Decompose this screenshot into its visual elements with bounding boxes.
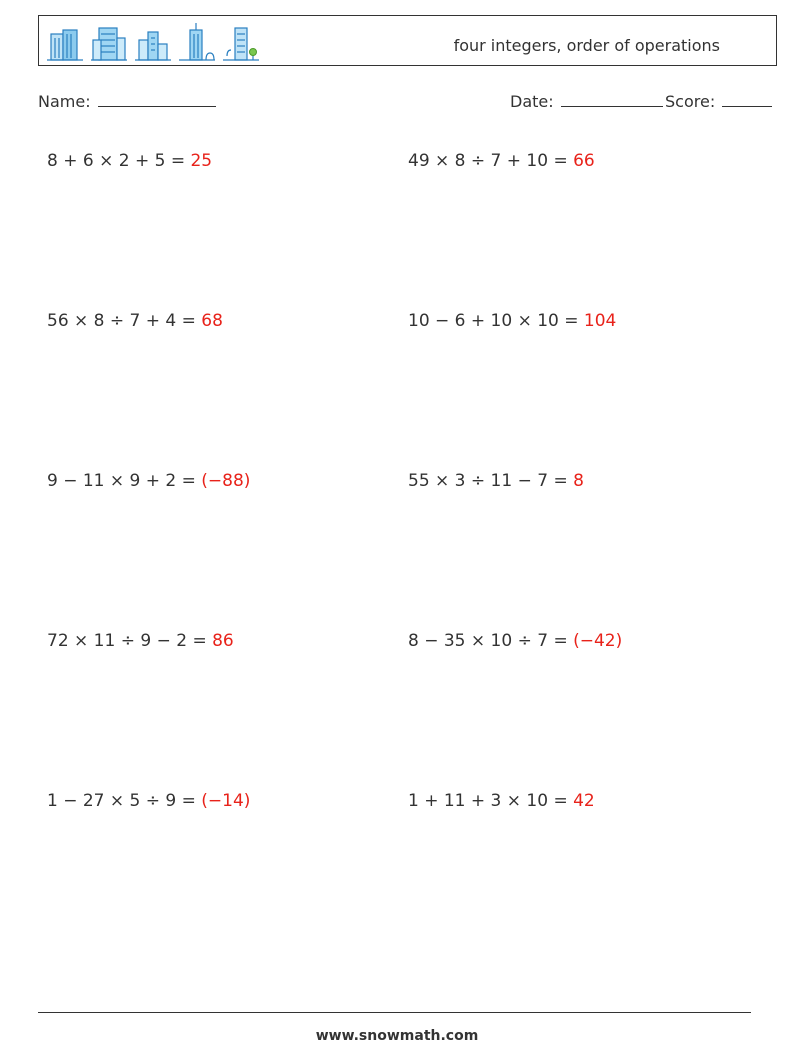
name-blank[interactable] bbox=[98, 92, 216, 107]
city-buildings-icon bbox=[135, 22, 171, 62]
problem-expression: 56 × 8 ÷ 7 + 4 = bbox=[47, 311, 202, 331]
score-field bbox=[665, 92, 772, 111]
tall-building-icon bbox=[91, 22, 127, 62]
score-label: Score: bbox=[665, 92, 716, 111]
problem-9 bbox=[47, 791, 250, 811]
footer-divider bbox=[38, 1012, 751, 1013]
problem-expression: 8 + 6 × 2 + 5 = bbox=[47, 151, 191, 171]
name-field bbox=[38, 92, 216, 111]
problem-expression: 1 + 11 + 3 × 10 = bbox=[408, 791, 574, 811]
score-blank[interactable] bbox=[722, 92, 772, 107]
date-label: Date: bbox=[510, 92, 554, 111]
footer-url[interactable]: www.snowmath.com bbox=[315, 1028, 479, 1044]
problem-expression: 72 × 11 ÷ 9 − 2 = bbox=[47, 631, 213, 651]
worksheet-title: four integers, order of operations bbox=[453, 36, 720, 55]
worksheet-header bbox=[38, 15, 777, 66]
problem-5 bbox=[47, 471, 250, 491]
problem-expression: 1 − 27 × 5 ÷ 9 = bbox=[47, 791, 202, 811]
problem-answer: 42 bbox=[573, 791, 595, 811]
problem-3 bbox=[47, 311, 223, 331]
problem-4 bbox=[408, 311, 616, 331]
problem-8 bbox=[408, 631, 622, 651]
problem-answer: (−14) bbox=[201, 791, 251, 811]
office-building-icon bbox=[47, 22, 83, 62]
problem-expression: 49 × 8 ÷ 7 + 10 = bbox=[408, 151, 574, 171]
problem-answer: 25 bbox=[190, 151, 213, 171]
problem-expression: 10 − 6 + 10 × 10 = bbox=[408, 311, 584, 331]
problem-6 bbox=[408, 471, 584, 491]
problem-expression: 9 − 11 × 9 + 2 = bbox=[47, 471, 202, 491]
problem-1 bbox=[47, 151, 212, 171]
date-field bbox=[510, 92, 663, 111]
name-label: Name: bbox=[38, 92, 91, 111]
header-icons bbox=[47, 22, 259, 62]
building-with-tree-icon bbox=[223, 22, 259, 62]
problem-answer: 104 bbox=[583, 311, 617, 331]
problem-expression: 55 × 3 ÷ 11 − 7 = bbox=[408, 471, 574, 491]
problem-2 bbox=[408, 151, 595, 171]
problem-7 bbox=[47, 631, 234, 651]
problem-answer: (−88) bbox=[201, 471, 251, 491]
problem-answer: 8 bbox=[573, 471, 584, 491]
problem-10 bbox=[408, 791, 595, 811]
problem-answer: (−42) bbox=[573, 631, 623, 651]
problem-answer: 86 bbox=[212, 631, 234, 651]
problem-answer: 66 bbox=[573, 151, 595, 171]
problem-answer: 68 bbox=[201, 311, 223, 331]
problem-expression: 8 − 35 × 10 ÷ 7 = bbox=[408, 631, 574, 651]
skyscraper-icon bbox=[179, 22, 215, 62]
date-blank[interactable] bbox=[561, 92, 663, 107]
